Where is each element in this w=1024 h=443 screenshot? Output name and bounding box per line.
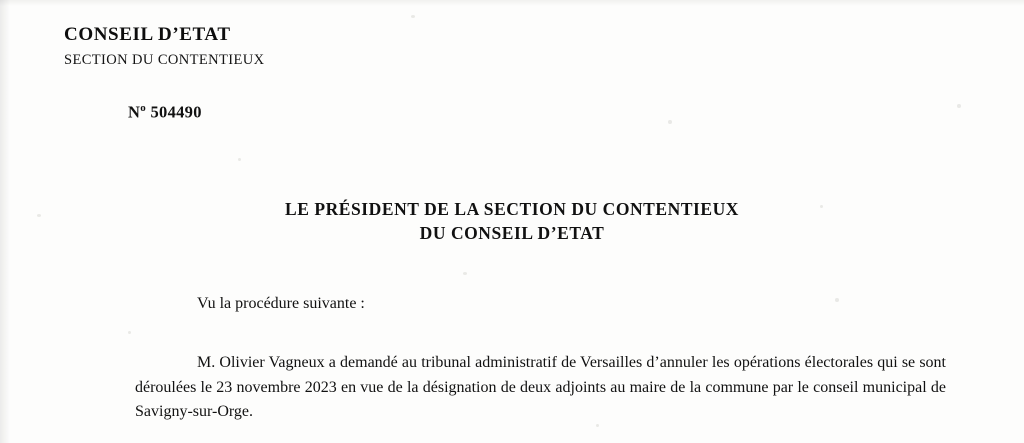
case-number-superscript: o bbox=[140, 102, 147, 114]
paragraph-procedure-intro: Vu la procédure suivante : bbox=[197, 295, 365, 312]
paragraph-facts: M. Olivier Vagneux a demandé au tribunal administratif de Versailles d’annuler les opérations électorales qui se sont déroulées le 23 novembre 2023 en vue de la désignation de deux adjoints au maire de la commune par le conseil municipal de Savigny-sur-Orge. bbox=[135, 353, 946, 421]
scan-speck bbox=[463, 272, 467, 275]
page-title-line-2: DU CONSEIL D’ETAT bbox=[419, 222, 605, 243]
scan-speck bbox=[957, 104, 961, 108]
scan-speck bbox=[238, 158, 241, 161]
document-body bbox=[135, 292, 946, 425]
page-edge-shadow-top bbox=[0, 0, 1024, 6]
case-number bbox=[128, 102, 202, 123]
scan-speck bbox=[128, 331, 131, 334]
court-name: CONSEIL D’ETAT bbox=[64, 24, 231, 45]
case-number-prefix: N bbox=[128, 102, 141, 122]
document-header bbox=[64, 24, 265, 69]
case-number-value: 504490 bbox=[150, 102, 202, 122]
page-title-line-1: LE PRÉSIDENT DE LA SECTION DU CONTENTIEUX bbox=[285, 199, 739, 219]
section-name: SECTION DU CONTENTIEUX bbox=[64, 52, 265, 68]
scan-speck bbox=[411, 15, 415, 18]
page-title bbox=[0, 198, 1024, 245]
scan-speck bbox=[668, 120, 672, 124]
